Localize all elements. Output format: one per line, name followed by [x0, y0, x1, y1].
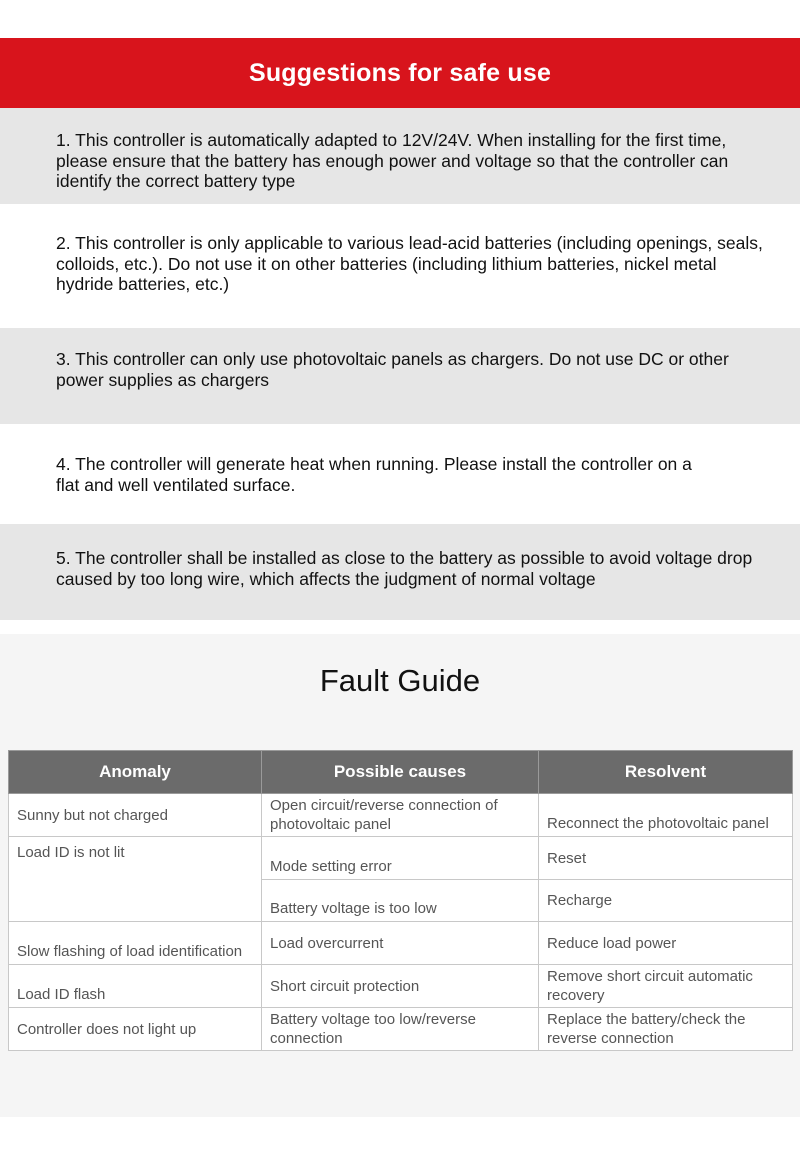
- tip-item-3: [0, 328, 800, 424]
- tip-text: 1. This controller is automatically adapted to 12V/24V. When installing for the first time, please ensure that the battery has enough power and voltage so that the controller can identify the correct battery type: [56, 130, 729, 191]
- table-row: [9, 794, 793, 837]
- tip-item-5: [0, 524, 800, 620]
- table-header-row: [9, 751, 793, 794]
- tip-text: 3. This controller can only use photovoltaic panels as chargers. Do not use DC or other power supplies as chargers: [56, 349, 729, 390]
- table-row: [9, 965, 793, 1008]
- resolvent-cell: Reduce load power: [539, 922, 793, 965]
- safe-use-title: Suggestions for safe use: [0, 38, 800, 108]
- column-header-anomaly: Anomaly: [9, 751, 262, 794]
- cause-cell: Short circuit protection: [262, 965, 539, 1008]
- cause-cell: Battery voltage too low/reverse connection: [262, 1008, 539, 1051]
- fault-table: [8, 750, 793, 1051]
- column-header-causes: Possible causes: [262, 751, 539, 794]
- column-header-resolvent: Resolvent: [539, 751, 793, 794]
- cause-cell: Mode setting error: [262, 837, 539, 880]
- anomaly-cell: Slow flashing of load identification: [9, 922, 262, 965]
- tip-text: 4. The controller will generate heat when running. Please install the controller on a flat and well ventilated surface.: [56, 454, 692, 495]
- table-row: [9, 1008, 793, 1051]
- resolvent-cell: Remove short circuit automatic recovery: [539, 965, 793, 1008]
- fault-guide-title: Fault Guide: [319, 663, 481, 698]
- resolvent-cell: Reconnect the photovoltaic panel: [539, 794, 793, 837]
- cause-cell: Battery voltage is too low: [262, 880, 539, 922]
- table-row: [9, 837, 793, 880]
- anomaly-cell: Sunny but not charged: [9, 794, 262, 837]
- anomaly-cell: Controller does not light up: [9, 1008, 262, 1051]
- resolvent-cell: Recharge: [539, 880, 793, 922]
- cause-cell: Open circuit/reverse connection of photovoltaic panel: [262, 794, 539, 837]
- tip-item-2: [0, 204, 800, 328]
- resolvent-cell: Replace the battery/check the reverse connection: [539, 1008, 793, 1051]
- anomaly-cell: Load ID flash: [9, 965, 262, 1008]
- tip-item-4: [0, 424, 800, 524]
- tip-text: 2. This controller is only applicable to various lead-acid batteries (including openings, seals, colloids, etc.). Do not use it on other batteries (including lithium batteries, nickel metal hydride batteries, etc.): [56, 233, 763, 294]
- tip-text: 5. The controller shall be installed as close to the battery as possible to avoid voltage drop caused by too long wire, which affects the judgment of normal voltage: [56, 548, 753, 589]
- tip-item-1: [0, 108, 800, 204]
- table-row: [9, 922, 793, 965]
- cause-cell: Load overcurrent: [262, 922, 539, 965]
- anomaly-cell: Load ID is not lit: [9, 837, 262, 922]
- resolvent-cell: Reset: [539, 837, 793, 880]
